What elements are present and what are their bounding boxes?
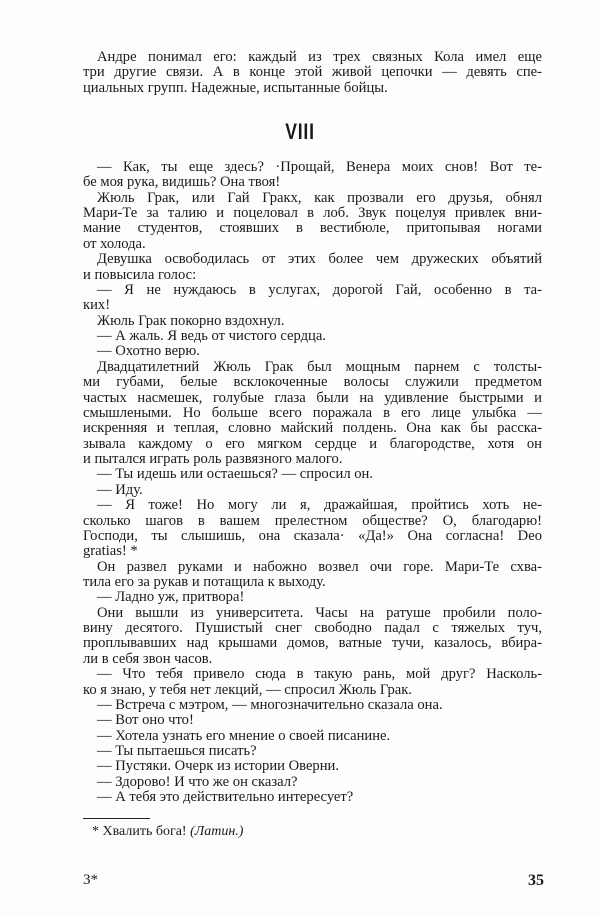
text-line: искренняя и теплая, словно майский полдень. Она как бы расска- bbox=[83, 420, 542, 437]
text-line: Жюль Грак, или Гай Гракх, как прозвали его друзья, обнял bbox=[97, 189, 542, 206]
page-number: 35 bbox=[528, 872, 544, 889]
text-line: проплывавших над крышами домов, ватные тучи, казалось, вбира- bbox=[83, 635, 542, 652]
text-line: три другие связи. А в конце этой живой цепочки — девять спе- bbox=[83, 64, 542, 81]
text-line: Господи, ты слышишь, она сказала· «Да!» Она согласна! Deo bbox=[83, 527, 542, 544]
text-line: Двадцатилетний Жюль Грак был мощным парнем с толсты- bbox=[97, 358, 542, 375]
footnote-text: * Хвалить бога! bbox=[92, 824, 187, 839]
chapter-heading: VIII bbox=[285, 119, 315, 144]
text-line: — Иду. bbox=[97, 481, 143, 498]
text-line: — Ты пытаешься писать? bbox=[97, 743, 257, 760]
text-line: — Вот оно что! bbox=[97, 712, 194, 729]
text-line: вину десятого. Пушистый снег свободно падал с тяжелых туч, bbox=[83, 620, 542, 637]
text-line: ли в себя звон часов. bbox=[83, 650, 213, 667]
text-line: ми губами, белые всклокоченные волосы служили предметом bbox=[83, 374, 542, 391]
text-line: — Что тебя привело сюда в такую рань, мой друг? Насколь- bbox=[97, 666, 542, 683]
text-line: — Хотела узнать его мнение о своей писанине. bbox=[97, 727, 391, 744]
text-line: частых насмешек, голубые глаза были на удивление быстрыми и bbox=[83, 389, 542, 406]
signature-mark: 3* bbox=[83, 872, 98, 888]
text-line: тила его за рукав и потащила к выходу. bbox=[83, 573, 326, 590]
text-line: — А жаль. Я ведь от чистого сердца. bbox=[97, 328, 326, 345]
text-line: — Ладно уж, притвора! bbox=[97, 589, 245, 606]
text-line: и повысила голос: bbox=[83, 266, 197, 283]
text-line: Он развел руками и набожно возвел очи горе. Мари-Те схва- bbox=[97, 558, 542, 575]
text-line: Андре понимал его: каждый из трех связных Кола имел еще bbox=[97, 49, 542, 65]
text-line: сколько шагов в вашем прелестном обществе? О, благодарю! bbox=[83, 512, 542, 529]
text-line: зывала каждому о его мягком сердце и благородстве, хотя он bbox=[83, 435, 542, 452]
text-line: смышлеными. Но больше всего поражала в его лице улыбка — bbox=[83, 404, 542, 421]
text-line: от холода. bbox=[83, 235, 146, 252]
text-line: — Пустяки. Очерк из истории Оверни. bbox=[97, 758, 339, 775]
text-line: Мари-Те за талию и поцеловал в лоб. Звук поцелуя привлек вни- bbox=[83, 205, 542, 222]
text-line: — Встреча с мэтром, — многозначительно сказала она. bbox=[97, 696, 443, 713]
text-line: ких! bbox=[83, 297, 111, 314]
text-line: — А тебя это действительно интересует? bbox=[97, 789, 354, 806]
text-line: — Как, ты еще здесь? ·Прощай, Венера моих снов! Вот те- bbox=[97, 159, 542, 175]
text-line: Жюль Грак покорно вздохнул. bbox=[97, 312, 285, 329]
text-line: Они вышли из университета. Часы на ратуше пробили поло- bbox=[97, 604, 542, 621]
text-line: gratias! * bbox=[83, 543, 138, 560]
footnote-divider bbox=[83, 818, 150, 819]
text-line: мание студентов, стоявших в вестибюле, притопывая ногами bbox=[83, 220, 542, 237]
text-line: Девушка освободилась от этих более чем дружеских объятий bbox=[97, 251, 542, 268]
text-line: — Я тоже! Но могу ли я, дражайшая, пройтись хоть не- bbox=[97, 497, 542, 514]
text-line: — Охотно верю. bbox=[97, 343, 200, 360]
text-line: циальных групп. Надежные, испытанные бойцы. bbox=[83, 79, 388, 96]
text-line: — Я не нуждаюсь в услугах, дорогой Гай, особенно в та- bbox=[97, 281, 542, 298]
text-line: — Здорово! И что же он сказал? bbox=[97, 773, 298, 790]
footnote bbox=[92, 824, 243, 840]
footnote-language: (Латин.) bbox=[190, 824, 244, 839]
text-line: — Ты идешь или остаешься? — спросил он. bbox=[97, 466, 374, 483]
text-line: и пытался играть роль развязного малого. bbox=[83, 451, 343, 468]
text-line: ко я знаю, у тебя нет лекций, — спросил Жюль Грак. bbox=[83, 681, 412, 698]
text-line: бе моя рука, видишь? Она твоя! bbox=[83, 174, 281, 191]
